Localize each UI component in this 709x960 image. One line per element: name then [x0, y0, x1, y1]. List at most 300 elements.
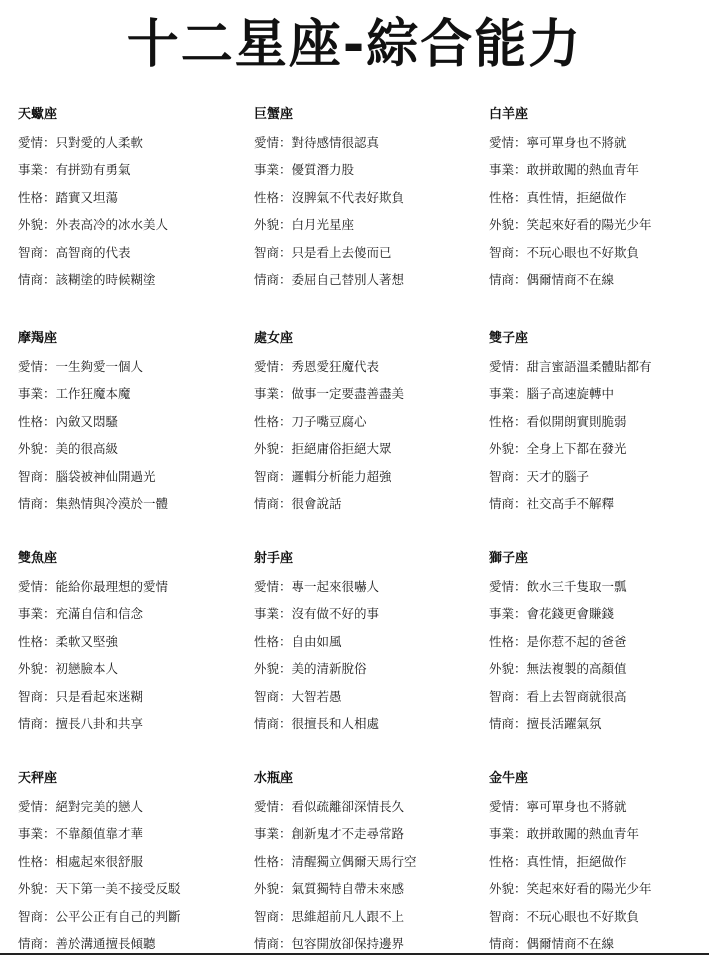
trait-separator: ： — [514, 633, 527, 649]
trait-label: 事業 — [489, 162, 515, 177]
trait-line — [254, 244, 484, 262]
zodiac-block — [18, 550, 248, 733]
trait-value: 看似疏離卻深情長久 — [291, 798, 405, 814]
trait-value: 思維超前凡人跟不上 — [291, 908, 405, 924]
trait-label: 外貌 — [18, 661, 44, 676]
trait-line — [254, 271, 484, 289]
trait-label: 外貌 — [254, 441, 280, 456]
trait-separator: ： — [514, 189, 527, 205]
trait-separator: ： — [279, 661, 292, 676]
trait-separator: ： — [279, 936, 292, 951]
trait-separator: ： — [43, 578, 56, 594]
trait-line — [254, 358, 484, 376]
trait-value: 天才的腦子 — [526, 468, 590, 484]
trait-line — [254, 605, 484, 623]
trait-value: 擅長八卦和共享 — [55, 716, 144, 731]
trait-separator: ： — [279, 688, 292, 704]
trait-value: 踏實又坦蕩 — [55, 189, 119, 205]
trait-line — [254, 633, 484, 651]
trait-separator: ： — [279, 606, 292, 621]
trait-line — [489, 495, 709, 513]
trait-separator: ： — [43, 881, 56, 896]
zodiac-sign-name: 摩羯座 — [18, 331, 58, 346]
trait-value: 做事一定要盡善盡美 — [291, 386, 405, 401]
trait-line — [18, 853, 248, 871]
trait-separator: ： — [43, 936, 56, 951]
trait-label: 智商 — [489, 688, 515, 704]
trait-label: 愛情 — [489, 578, 515, 594]
trait-value: 甜言蜜語溫柔體貼都有 — [526, 358, 652, 374]
trait-value: 美的清新脫俗 — [291, 661, 367, 676]
trait-line — [489, 189, 709, 207]
trait-value: 敢拼敢闖的熱血青年 — [526, 826, 640, 841]
trait-value: 不靠顏值靠才華 — [55, 826, 144, 841]
trait-value: 沒有做不好的事 — [291, 606, 380, 621]
bottom-divider — [0, 953, 709, 955]
trait-label: 愛情 — [254, 578, 280, 594]
zodiac-block — [18, 106, 248, 289]
trait-line — [18, 358, 248, 376]
zodiac-block — [18, 770, 248, 953]
trait-value: 偶爾情商不在線 — [526, 272, 615, 287]
trait-label: 情商 — [489, 272, 515, 287]
trait-separator: ： — [43, 688, 56, 704]
trait-line — [254, 189, 484, 207]
trait-line — [489, 935, 709, 953]
trait-value: 飲水三千隻取一瓢 — [526, 578, 627, 594]
trait-line — [18, 189, 248, 207]
trait-label: 智商 — [254, 688, 280, 704]
page-title: 十二星座-綜合能力 — [126, 15, 583, 75]
trait-label: 情商 — [18, 272, 44, 287]
trait-line — [254, 798, 484, 816]
trait-separator: ： — [279, 134, 292, 150]
trait-label: 愛情 — [18, 578, 44, 594]
trait-value: 高智商的代表 — [55, 244, 131, 260]
trait-label: 事業 — [254, 386, 280, 401]
zodiac-block — [489, 770, 709, 953]
trait-line — [254, 715, 484, 733]
trait-line — [18, 688, 248, 706]
trait-label: 外貌 — [18, 217, 44, 232]
trait-label: 情商 — [254, 272, 280, 287]
zodiac-block — [254, 330, 484, 513]
trait-separator: ： — [43, 853, 56, 869]
trait-line — [254, 495, 484, 513]
zodiac-block — [489, 330, 709, 513]
trait-line — [489, 688, 709, 706]
trait-value: 大智若愚 — [291, 688, 342, 704]
trait-label: 性格 — [18, 633, 44, 649]
trait-line — [254, 385, 484, 403]
trait-line — [254, 161, 484, 179]
trait-value: 擅長活躍氣氛 — [526, 716, 602, 731]
trait-line — [18, 385, 248, 403]
trait-separator: ： — [514, 936, 527, 951]
trait-line — [254, 134, 484, 152]
trait-line — [18, 271, 248, 289]
trait-line — [18, 715, 248, 733]
trait-label: 事業 — [489, 386, 515, 401]
trait-value: 能給你最理想的愛情 — [55, 578, 169, 594]
trait-line — [254, 688, 484, 706]
zodiac-sign-name: 天蠍座 — [18, 107, 58, 122]
trait-separator: ： — [279, 162, 292, 177]
zodiac-sign-name: 雙魚座 — [18, 551, 58, 566]
trait-label: 事業 — [489, 826, 515, 841]
trait-line — [489, 413, 709, 431]
trait-separator: ： — [43, 272, 56, 287]
zodiac-block — [254, 106, 484, 289]
trait-separator: ： — [514, 661, 527, 676]
trait-label: 愛情 — [489, 358, 515, 374]
trait-label: 智商 — [18, 908, 44, 924]
trait-label: 性格 — [254, 633, 280, 649]
trait-label: 情商 — [489, 716, 515, 731]
trait-value: 笑起來好看的陽光少年 — [526, 881, 652, 896]
trait-line — [489, 605, 709, 623]
trait-value: 工作狂魔本魔 — [55, 386, 131, 401]
trait-line — [18, 440, 248, 458]
trait-label: 性格 — [489, 189, 515, 205]
trait-line — [18, 244, 248, 262]
trait-value: 公平公正有自己的判斷 — [55, 908, 181, 924]
trait-label: 愛情 — [489, 798, 515, 814]
trait-label: 智商 — [489, 244, 515, 260]
trait-separator: ： — [514, 134, 527, 150]
trait-line — [254, 853, 484, 871]
trait-value: 寧可單身也不將就 — [526, 134, 627, 150]
zodiac-block — [18, 330, 248, 513]
trait-separator: ： — [43, 496, 56, 511]
trait-value: 邏輯分析能力超強 — [291, 468, 392, 484]
trait-line — [489, 825, 709, 843]
trait-value: 寧可單身也不將就 — [526, 798, 627, 814]
trait-separator: ： — [43, 134, 56, 150]
trait-line — [18, 935, 248, 953]
trait-value: 相處起來很舒服 — [55, 853, 144, 869]
trait-label: 情商 — [18, 936, 44, 951]
trait-value: 集熱情與冷漠於一體 — [55, 496, 169, 511]
trait-separator: ： — [514, 853, 527, 869]
trait-separator: ： — [43, 162, 56, 177]
trait-value: 很擅長和人相處 — [291, 716, 380, 731]
trait-line — [254, 413, 484, 431]
trait-separator: ： — [514, 881, 527, 896]
trait-separator: ： — [514, 217, 527, 232]
trait-label: 愛情 — [18, 134, 44, 150]
trait-value: 笑起來好看的陽光少年 — [526, 217, 652, 232]
trait-separator: ： — [43, 386, 56, 401]
trait-separator: ： — [514, 468, 527, 484]
trait-line — [18, 161, 248, 179]
trait-line — [18, 216, 248, 234]
zodiac-block — [489, 550, 709, 733]
zodiac-sign-name: 射手座 — [254, 551, 294, 566]
trait-label: 事業 — [254, 826, 280, 841]
trait-separator: ： — [514, 358, 527, 374]
trait-line — [18, 468, 248, 486]
trait-separator: ： — [514, 441, 527, 456]
trait-value: 真性情，拒絕做作 — [526, 189, 627, 205]
trait-separator: ： — [514, 826, 527, 841]
trait-value: 刀子嘴豆腐心 — [291, 413, 367, 429]
trait-separator: ： — [279, 189, 292, 205]
trait-label: 外貌 — [254, 661, 280, 676]
trait-value: 委屈自己替別人著想 — [291, 272, 405, 287]
trait-line — [489, 908, 709, 926]
trait-value: 看似開朗實則脆弱 — [526, 413, 627, 429]
trait-separator: ： — [43, 217, 56, 232]
trait-value: 外表高冷的冰水美人 — [55, 217, 169, 232]
trait-label: 性格 — [489, 853, 515, 869]
trait-value: 美的很高級 — [55, 441, 119, 456]
trait-value: 社交高手不解釋 — [526, 496, 615, 511]
trait-value: 只對愛的人柔軟 — [55, 134, 144, 150]
trait-value: 柔軟又堅強 — [55, 633, 119, 649]
trait-line — [489, 440, 709, 458]
trait-label: 智商 — [18, 244, 44, 260]
trait-value: 天下第一美不接受反駁 — [55, 881, 181, 896]
trait-label: 性格 — [18, 413, 44, 429]
trait-separator: ： — [279, 908, 292, 924]
trait-line — [489, 216, 709, 234]
trait-label: 事業 — [489, 606, 515, 621]
trait-label: 事業 — [18, 386, 44, 401]
trait-separator: ： — [43, 826, 56, 841]
trait-line — [489, 271, 709, 289]
trait-line — [489, 660, 709, 678]
trait-value: 包容開放卻保持邊界 — [291, 936, 405, 951]
trait-line — [254, 468, 484, 486]
trait-line — [18, 633, 248, 651]
trait-label: 智商 — [489, 468, 515, 484]
trait-separator: ： — [279, 853, 292, 869]
trait-label: 事業 — [18, 606, 44, 621]
trait-value: 只是看起來迷糊 — [55, 688, 144, 704]
trait-label: 愛情 — [254, 358, 280, 374]
trait-separator: ： — [279, 244, 292, 260]
trait-separator: ： — [279, 826, 292, 841]
trait-value: 沒脾氣不代表好欺負 — [291, 189, 405, 205]
trait-value: 不玩心眼也不好欺負 — [526, 908, 640, 924]
trait-label: 性格 — [489, 413, 515, 429]
trait-value: 自由如風 — [291, 633, 342, 649]
trait-value: 無法複製的高顏值 — [526, 661, 627, 676]
trait-value: 真性情，拒絕做作 — [526, 853, 627, 869]
trait-line — [489, 715, 709, 733]
trait-label: 情商 — [254, 496, 280, 511]
trait-value: 氣質獨特自帶未來感 — [291, 881, 405, 896]
trait-label: 愛情 — [254, 798, 280, 814]
trait-label: 事業 — [254, 606, 280, 621]
trait-label: 外貌 — [254, 881, 280, 896]
trait-value: 專一起來很嚇人 — [291, 578, 380, 594]
trait-line — [18, 578, 248, 596]
trait-separator: ： — [279, 441, 292, 456]
trait-label: 情商 — [18, 716, 44, 731]
trait-separator: ： — [279, 272, 292, 287]
trait-label: 愛情 — [18, 798, 44, 814]
trait-value: 很會說話 — [291, 496, 342, 511]
trait-separator: ： — [279, 633, 292, 649]
trait-separator: ： — [514, 162, 527, 177]
trait-separator: ： — [279, 881, 292, 896]
trait-separator: ： — [279, 468, 292, 484]
trait-separator: ： — [514, 272, 527, 287]
trait-separator: ： — [514, 578, 527, 594]
trait-label: 情商 — [254, 716, 280, 731]
trait-line — [489, 385, 709, 403]
trait-label: 事業 — [18, 826, 44, 841]
trait-value: 優質潛力股 — [291, 162, 355, 177]
trait-value: 全身上下都在發光 — [526, 441, 627, 456]
trait-value: 內斂又悶騷 — [55, 413, 119, 429]
trait-label: 性格 — [18, 853, 44, 869]
trait-line — [254, 935, 484, 953]
trait-label: 情商 — [254, 936, 280, 951]
trait-separator: ： — [43, 189, 56, 205]
trait-label: 智商 — [254, 244, 280, 260]
trait-label: 愛情 — [254, 134, 280, 150]
trait-separator: ： — [43, 244, 56, 260]
trait-line — [489, 468, 709, 486]
trait-label: 外貌 — [489, 661, 515, 676]
zodiac-sign-name: 獅子座 — [489, 551, 529, 566]
trait-separator: ： — [514, 798, 527, 814]
trait-value: 是你惹不起的爸爸 — [526, 633, 627, 649]
trait-label: 外貌 — [18, 441, 44, 456]
trait-line — [489, 880, 709, 898]
trait-separator: ： — [279, 716, 292, 731]
trait-value: 只是看上去傻而已 — [291, 244, 392, 260]
trait-separator: ： — [43, 633, 56, 649]
trait-value: 拒絕庸俗拒絕大眾 — [291, 441, 392, 456]
zodiac-sign-name: 水瓶座 — [254, 771, 294, 786]
trait-line — [254, 660, 484, 678]
trait-line — [254, 216, 484, 234]
zodiac-sign-name: 巨蟹座 — [254, 107, 294, 122]
trait-value: 絕對完美的戀人 — [55, 798, 144, 814]
trait-label: 智商 — [489, 908, 515, 924]
trait-separator: ： — [43, 908, 56, 924]
trait-line — [489, 161, 709, 179]
trait-line — [18, 798, 248, 816]
trait-value: 白月光星座 — [291, 217, 355, 232]
trait-separator: ： — [279, 578, 292, 594]
trait-value: 清醒獨立偶爾天馬行空 — [291, 853, 417, 869]
trait-label: 外貌 — [489, 217, 515, 232]
trait-label: 外貌 — [18, 881, 44, 896]
zodiac-grid — [18, 106, 708, 951]
zodiac-sign-name: 白羊座 — [489, 107, 529, 122]
trait-separator: ： — [514, 606, 527, 621]
trait-line — [489, 578, 709, 596]
trait-separator: ： — [279, 798, 292, 814]
trait-line — [18, 413, 248, 431]
trait-label: 性格 — [489, 633, 515, 649]
trait-line — [254, 880, 484, 898]
trait-line — [18, 134, 248, 152]
trait-separator: ： — [43, 358, 56, 374]
trait-line — [489, 853, 709, 871]
trait-separator: ： — [43, 441, 56, 456]
trait-separator: ： — [43, 716, 56, 731]
zodiac-sign-name: 金牛座 — [489, 771, 529, 786]
trait-line — [489, 134, 709, 152]
trait-separator: ： — [514, 413, 527, 429]
trait-value: 充滿自信和信念 — [55, 606, 144, 621]
trait-line — [489, 358, 709, 376]
trait-line — [18, 605, 248, 623]
trait-label: 愛情 — [18, 358, 44, 374]
zodiac-sign-name: 雙子座 — [489, 331, 529, 346]
trait-line — [18, 495, 248, 513]
zodiac-block — [489, 106, 709, 289]
trait-value: 敢拼敢闖的熱血青年 — [526, 162, 640, 177]
trait-line — [254, 908, 484, 926]
trait-value: 秀恩愛狂魔代表 — [291, 358, 380, 374]
zodiac-block — [254, 550, 484, 733]
trait-separator: ： — [43, 468, 56, 484]
trait-separator: ： — [514, 244, 527, 260]
trait-value: 不玩心眼也不好欺負 — [526, 244, 640, 260]
trait-value: 對待感情很認真 — [291, 134, 380, 150]
trait-line — [489, 633, 709, 651]
trait-separator: ： — [279, 358, 292, 374]
trait-value: 創新鬼才不走尋常路 — [291, 826, 405, 841]
trait-separator: ： — [43, 798, 56, 814]
zodiac-sign-name: 處女座 — [254, 331, 294, 346]
trait-line — [489, 244, 709, 262]
trait-line — [254, 440, 484, 458]
trait-label: 事業 — [254, 162, 280, 177]
trait-separator: ： — [279, 386, 292, 401]
trait-label: 情商 — [489, 936, 515, 951]
trait-value: 該糊塗的時候糊塗 — [55, 272, 156, 287]
trait-label: 性格 — [254, 189, 280, 205]
trait-label: 外貌 — [489, 441, 515, 456]
trait-line — [254, 825, 484, 843]
trait-separator: ： — [43, 661, 56, 676]
trait-label: 外貌 — [254, 217, 280, 232]
trait-separator: ： — [279, 413, 292, 429]
trait-separator: ： — [514, 386, 527, 401]
zodiac-block — [254, 770, 484, 953]
trait-value: 有拼勁有勇氣 — [55, 162, 131, 177]
trait-line — [18, 908, 248, 926]
trait-value: 腦袋被神仙開過光 — [55, 468, 156, 484]
trait-separator: ： — [279, 496, 292, 511]
trait-label: 性格 — [254, 413, 280, 429]
trait-value: 腦子高速旋轉中 — [526, 386, 615, 401]
trait-separator: ： — [43, 606, 56, 621]
trait-separator: ： — [43, 413, 56, 429]
trait-line — [18, 825, 248, 843]
trait-value: 看上去智商就很高 — [526, 688, 627, 704]
trait-separator: ： — [514, 716, 527, 731]
trait-value: 善於溝通擅長傾聽 — [55, 936, 156, 951]
trait-label: 事業 — [18, 162, 44, 177]
trait-separator: ： — [514, 908, 527, 924]
trait-label: 情商 — [18, 496, 44, 511]
trait-label: 情商 — [489, 496, 515, 511]
trait-label: 智商 — [254, 468, 280, 484]
trait-separator: ： — [514, 688, 527, 704]
trait-line — [489, 798, 709, 816]
trait-label: 智商 — [254, 908, 280, 924]
trait-line — [254, 578, 484, 596]
